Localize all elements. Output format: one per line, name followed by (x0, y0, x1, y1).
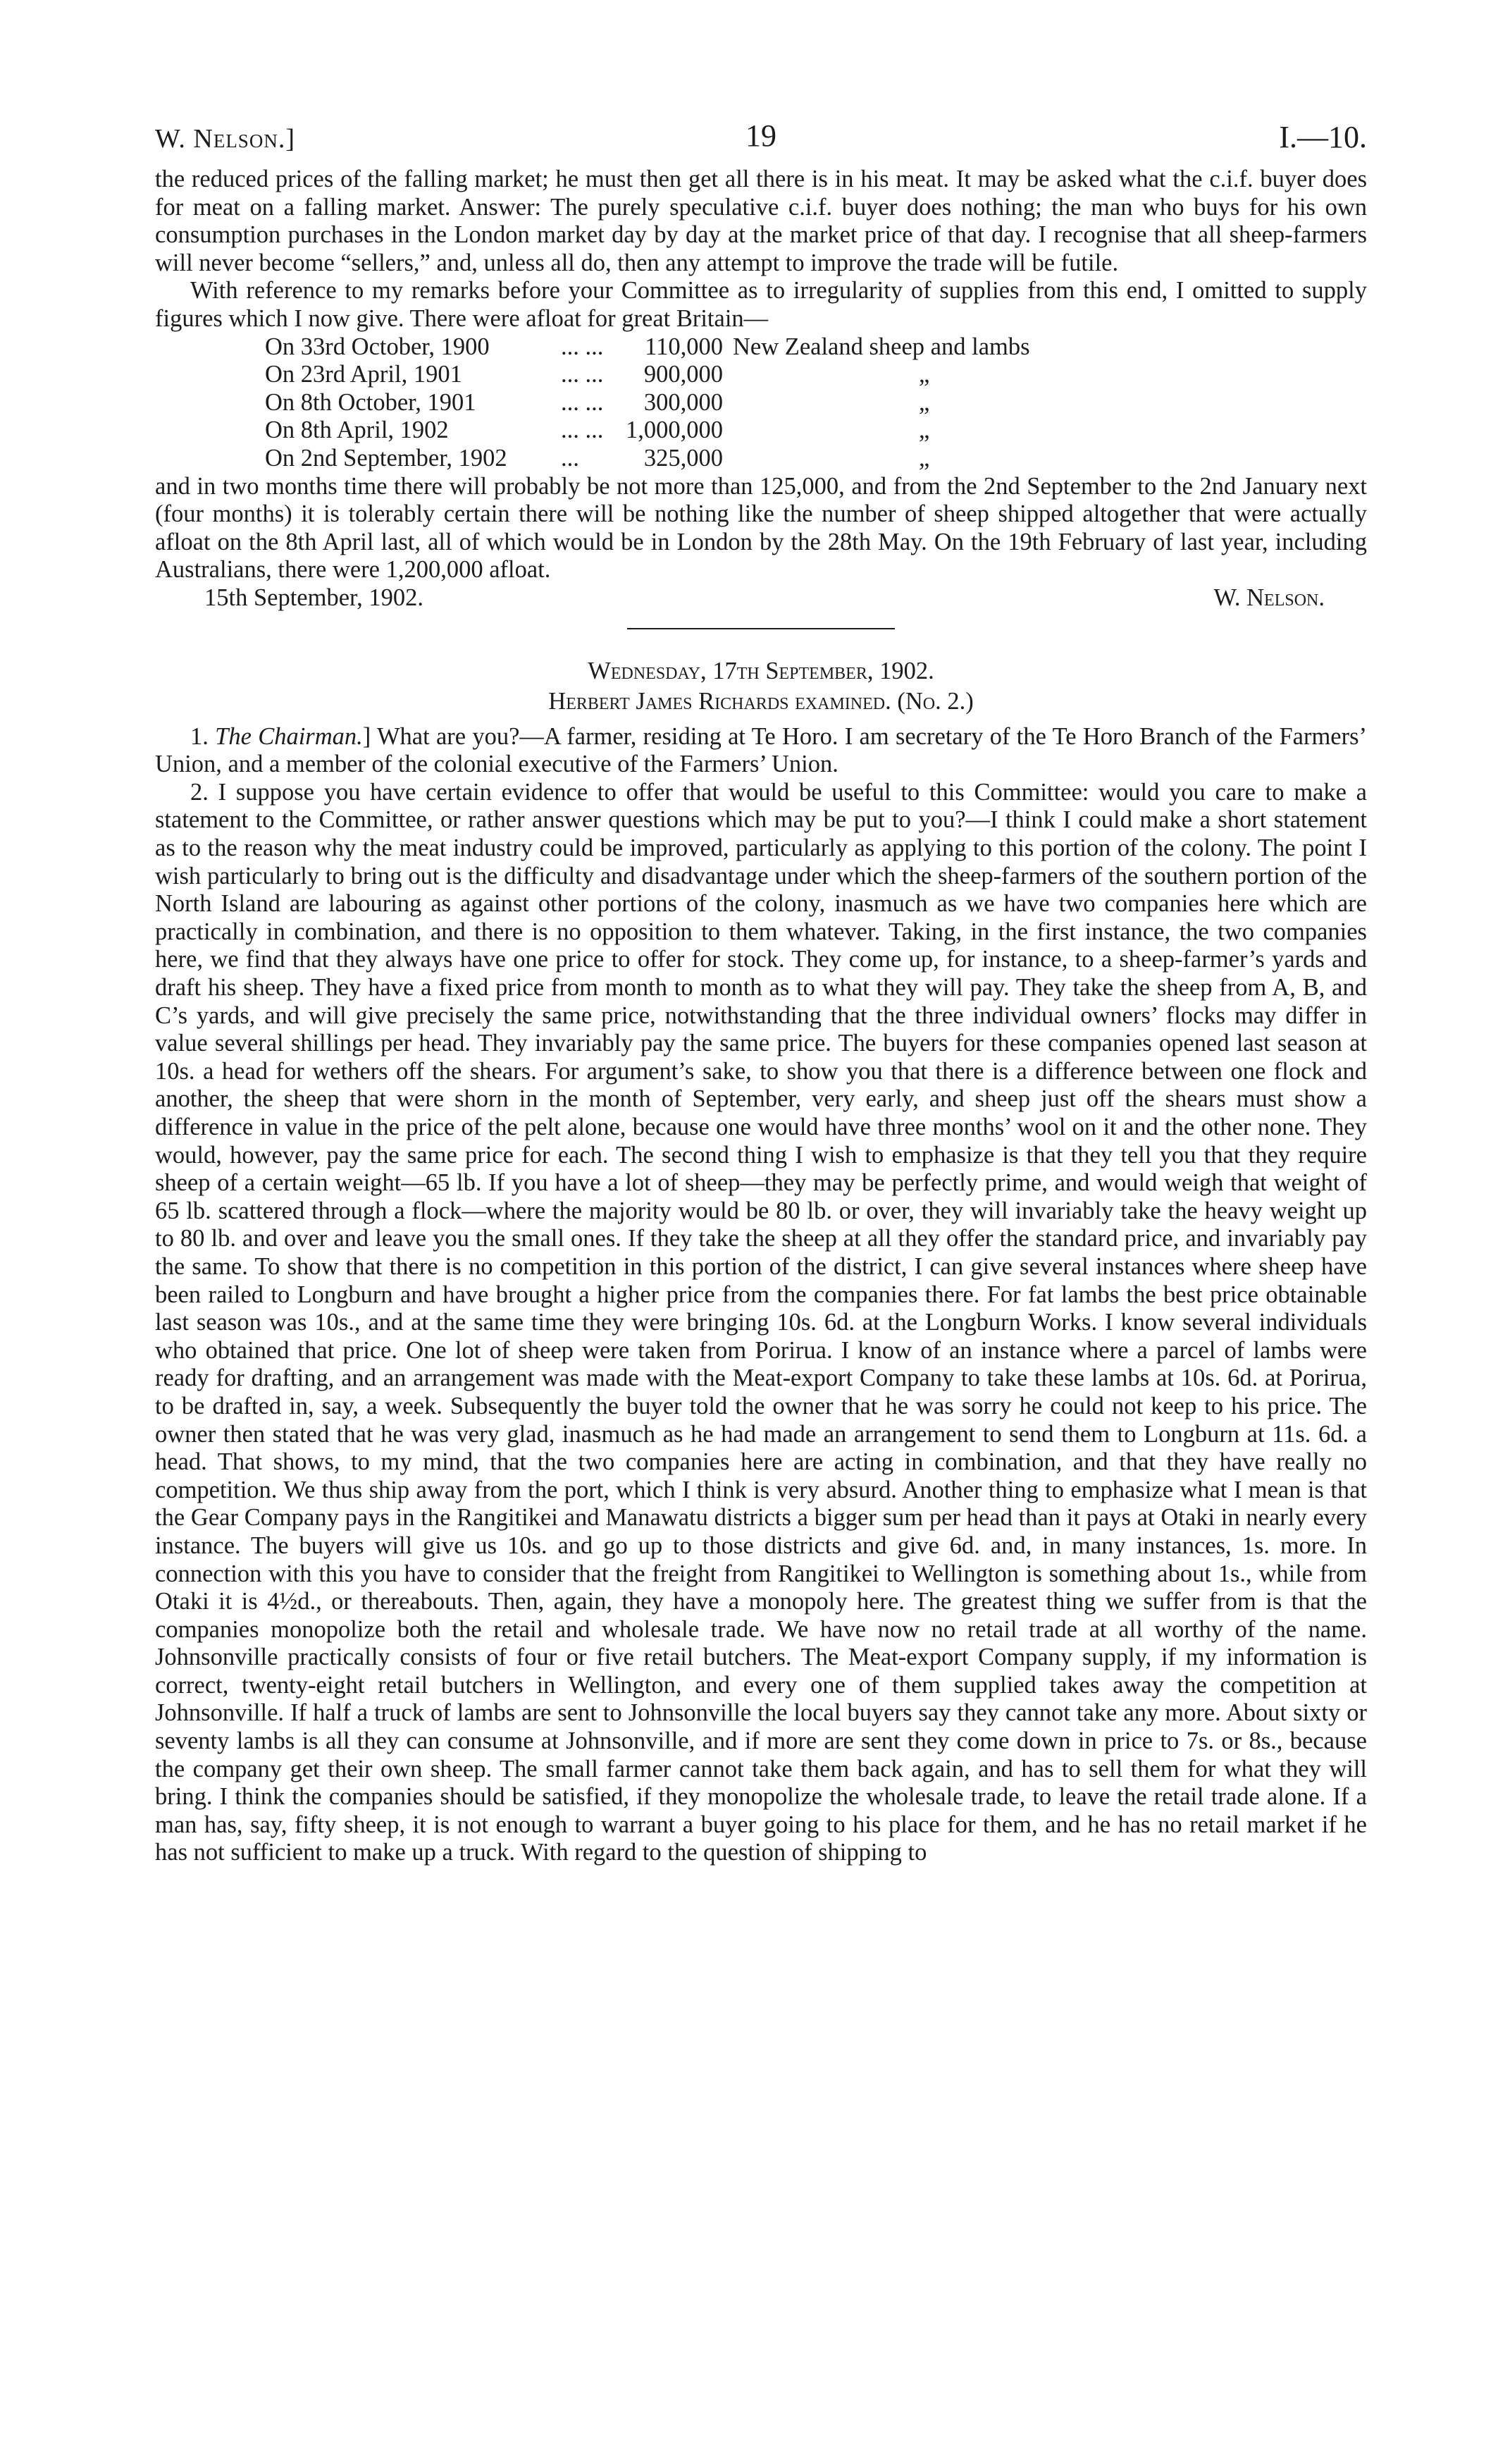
table-row (265, 417, 1030, 445)
leader-dots: ... ... (561, 417, 604, 444)
letter-date: 15th September, 1902. (204, 584, 423, 611)
leader-dots: ... ... (561, 361, 604, 388)
table-row (265, 445, 1030, 473)
document-body (155, 166, 1367, 1867)
shipment-count: 1,000,000 (626, 417, 723, 444)
shipment-count: 900,000 (643, 361, 723, 388)
section-divider (627, 628, 895, 629)
speaker-name: The Chairman. (215, 722, 363, 750)
question-1 (155, 723, 1367, 779)
witness-heading: Herbert James Richards examined. (No. 2.) (548, 688, 974, 715)
shipment-count: 325,000 (643, 444, 723, 472)
running-head-witness: W. Nelson.] (155, 124, 295, 154)
shipment-table (265, 333, 1030, 473)
question-1-text: ] What are you?—A farmer, residing at Te Horo. I am secretary of the Te Horo Branch of the Farmers’ Union, and a member of the colonial executive of the Farmers’ Union. (155, 722, 1367, 778)
page-number: 19 (745, 118, 776, 153)
signature: W. Nelson. (1213, 584, 1325, 611)
ditto-mark: „ (919, 417, 930, 444)
table-row (265, 389, 1030, 417)
ditto-mark: „ (919, 361, 930, 388)
signature-row (155, 584, 1367, 612)
question-2: 2. I suppose you have certain evidence to offer that would be useful to this Committee: would you care to make a statement to the Committee, or rather answer questions which may be put to you?—I think I could make a short statement as to the reason why the meat industry could be improved, particularly as applying to this portion of the colony. The point I wish particularly to bring out is the difficulty and disadvantage under which the sheep-farmers of the southern portion of the North Island are labouring as against other portions of the colony, inasmuch as we have two companies here which are practically in combination, and there is no opposition to them whatever. Taking, in the first instance, the two companies here, we find that they always have one price to offer for stock. They come up, for instance, to a sheep-farmer’s yards and draft his sheep. They have a fixed price from month to month as to what they will pay. They take the sheep from A, B, and C’s yards, and will give precisely the same price, notwithstanding that the three individual owners’ flocks may differ in value several shillings per head. They invariably pay the same price. The buyers for these companies opened last season at 10s. a head for wethers off the shears. For argument’s sake, to show you that there is a difference between one flock and another, the sheep that were shorn in the month of September, very early, and sheep just off the shears must show a difference in value in the price of the pelt alone, because one would have three months’ wool on it and the other none. They would, however, pay the same price for each. The second thing I wish to emphasize is that they tell you that they require sheep of a certain weight—65 lb. If you have a lot of sheep—they may be perfectly prime, and would weigh that weight of 65 lb. scattered through a flock—where the majority would be 80 lb. or over, they will invariably take the heavy weight up to 80 lb. and over and leave you the small ones. If they take the sheep at all they offer the standard price, and invariably pay the same. To show that there is no competition in this portion of the district, I can give several instances where sheep have been railed to Longburn and have brought a higher price from the companies there. For fat lambs the best price obtainable last season was 10s., and at the same time they were bringing 10s. 6d. at the Longburn Works. I know several individuals who obtained that price. One lot of sheep were taken from Porirua. I know of an instance where a parcel of lambs were ready for drafting, and an arrangement was made with the Meat-export Company to take these lambs at 10s. 6d. at Porirua, to be drafted in, say, a week. Subsequently the buyer told the owner that he was sorry he could not keep to his price. The owner then stated that he was very glad, inasmuch as he had made an arrangement to send them to Longburn at 11s. 6d. a head. That shows, to my mind, that the two companies here are acting in combination, and that they have really no competition. We thus ship away from the port, which I think is very absurd. Another thing to emphasize what I mean is that the Gear Company pays in the Rangitikei and Manawatu districts a bigger sum per head than it pays at Otaki in nearly every instance. The buyers will give us 10s. and go up to those districts and give 6d. and, in many instances, 1s. more. In connection with this you have to consider that the freight from Rangitikei to Wellington is something about 1s., while from Otaki it is 4½d., or thereabouts. Then, again, they have a monopoly here. The greatest thing we suffer from is that the companies monopolize both the retail and wholesale trade. We have now no retail trade at all worthy of the name. Johnsonville practically consists of four or five retail butchers. The Meat-export Company supply, if my information is correct, twenty-eight retail butchers in Wellington, and every one of them supplied takes away the competition at Johnsonville. If half a truck of lambs are sent to Johnsonville the local buyers say they cannot take any more. About sixty or seventy lambs is all they can consume at Johnsonville, and if more are sent they come down in price to 7s. or 8s., because the company get their own sheep. The small farmer cannot take them back again, and has to sell them for what they will bring. I think the companies should be satisfied, if they monopolize the wholesale trade, to leave the retail trade alone. If a man has, say, fifty sheep, it is not enough to warrant a buyer going to his place for them, and he has no retail market if he has not sufficient to make up a truck. With regard to the question of shipping to (155, 778, 1367, 1866)
supplies-paragraph: With reference to my remarks before your Committee as to irregularity of supplies from this end, I omitted to supply figures which I now give. There were afloat for great Britain— (155, 277, 1367, 332)
table-row (265, 333, 1030, 362)
document-page (155, 109, 1367, 1867)
shipment-date: On 8th October, 1901 (265, 388, 476, 416)
shipment-date: On 8th April, 1902 (265, 417, 449, 444)
shipment-description: New Zealand sheep and lambs (733, 333, 1030, 360)
table-row (265, 361, 1030, 389)
ditto-mark: „ (919, 444, 930, 472)
shipment-count: 110,000 (645, 333, 723, 360)
after-table-paragraph: and in two months time there will probably be not more than 125,000, and from the 2nd September to the 2nd January next (four months) it is tolerably certain there will be nothing like the number of sheep shipped altogether that were actually afloat on the 8th April last, all of which would be in London by the 28th May. On the 19th February of last year, including Australians, there were 1,200,000 afloat. (155, 472, 1367, 584)
intro-paragraph: the reduced prices of the falling market; he must then get all there is in his meat. It may be asked what the c.i.f. buyer does for meat on a falling market. Answer: The purely speculative c.i.f. buyer does nothing; the man who buys for his own consumption purchases in the London market day by day at the market price of that day. I recognise that all sheep-farmers will never become “sellers,” and, unless all do, then any attempt to improve the trade will be futile. (155, 166, 1367, 276)
shipment-count: 300,000 (643, 388, 723, 416)
shipment-date: On 33rd October, 1900 (265, 333, 490, 360)
question-number: 1. (190, 722, 216, 750)
leader-dots: ... (561, 444, 579, 472)
ditto-mark: „ (919, 388, 930, 416)
session-heading: Wednesday, 17th September, 1902. (588, 657, 934, 684)
shipment-date: On 2nd September, 1902 (265, 444, 507, 472)
paper-reference: I.—10. (1279, 120, 1367, 154)
leader-dots: ... ... (561, 333, 604, 360)
shipment-date: On 23rd April, 1901 (265, 361, 462, 388)
page-header (155, 109, 1367, 166)
leader-dots: ... ... (561, 388, 604, 416)
